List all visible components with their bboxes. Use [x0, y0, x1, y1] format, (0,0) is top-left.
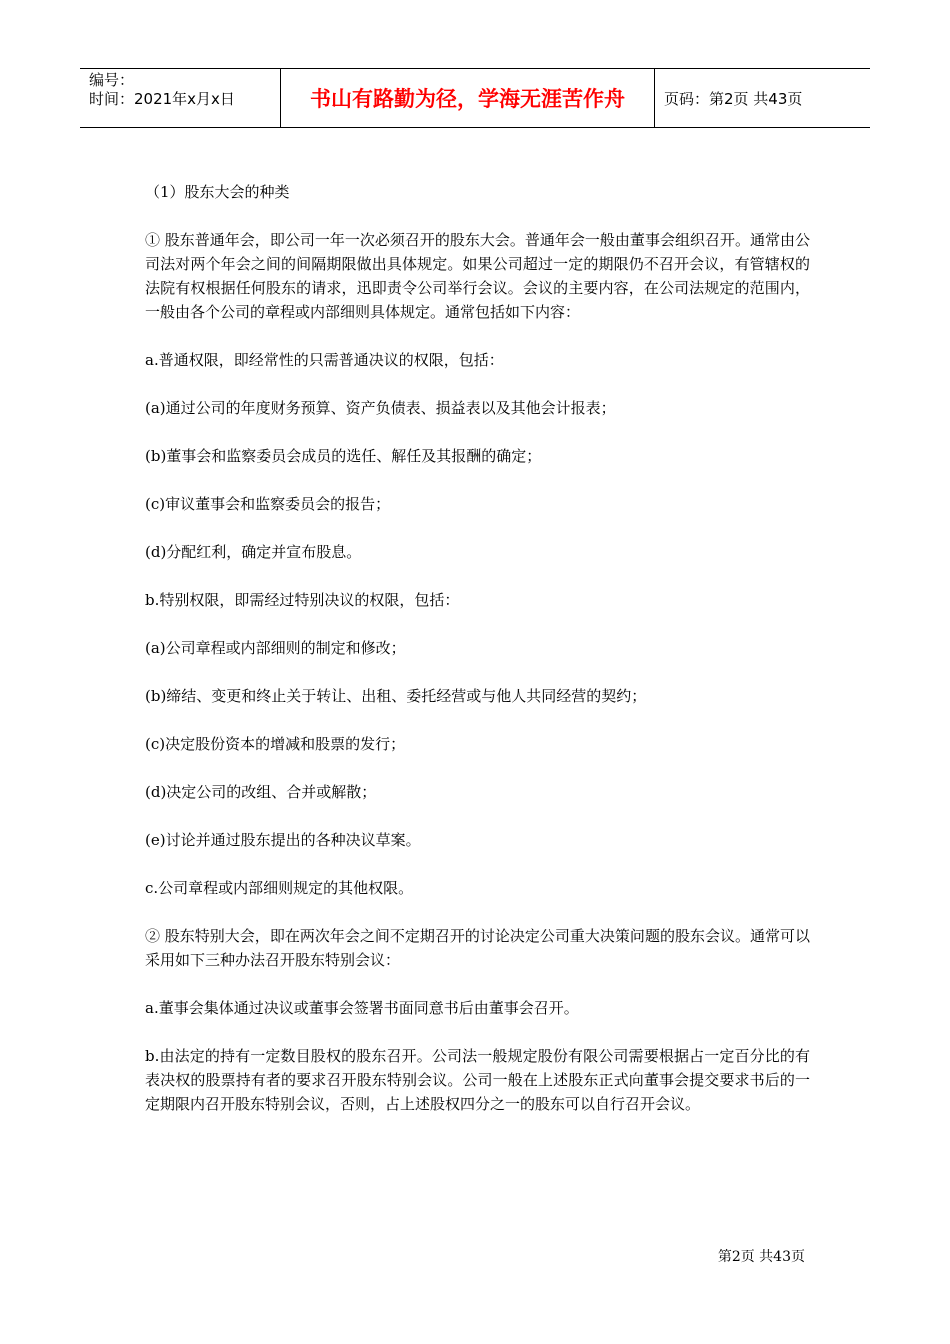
paragraph: (d)决定公司的改组、合并或解散； — [145, 783, 377, 801]
section-heading: （1）股东大会的种类 — [145, 183, 290, 201]
paragraph: b.特别权限，即需经过特别决议的权限，包括： — [145, 591, 460, 609]
header-meta — [80, 69, 281, 127]
paragraph: (e)讨论并通过股东提出的各种决议草案。 — [145, 831, 421, 849]
paragraph: (b)缔结、变更和终止关于转让、出租、委托经营或与他人共同经营的契约； — [145, 687, 647, 705]
header-page-label: 页码：第2页 共43页 — [664, 89, 803, 108]
paragraph: (a)通过公司的年度财务预算、资产负债表、损益表以及其他会计报表； — [145, 399, 616, 417]
document-number-label: 编号： — [89, 71, 135, 89]
page-footer — [718, 1246, 805, 1266]
header-motto: 书山有路勤为径，学海无涯苦作舟 — [310, 87, 625, 111]
paragraph: b.由法定的持有一定数目股权的股东召开。公司法一般规定股份有限公司需要根据占一定百分比的有表决权的股票持有者的要求召开股东特别会议。公司一般在上述股东正式向董事会提交要求书后的一定期限内召开股东特别会议，否则，占上述股权四分之一的股东可以自行召开会议。 — [145, 1047, 810, 1113]
paragraph: ① 股东普通年会，即公司一年一次必须召开的股东大会。普通年会一般由董事会组织召开。通常由公司法对两个年会之间的间隔期限做出具体规定。如果公司超过一定的期限仍不召开会议，有管辖权的法院有权根据任何股东的请求，迅即责令公司举行会议。会议的主要内容，在公司法规定的范围内，一般由各个公司的章程或内部细则具体规定。通常包括如下内容： — [145, 231, 810, 321]
document-body — [145, 180, 810, 1140]
footer-page-number: 第2页 共43页 — [717, 1249, 805, 1265]
paragraph: (c)审议董事会和监察委员会的报告； — [145, 495, 391, 513]
header-page-cell — [655, 69, 870, 127]
paragraph: a.普通权限，即经常性的只需普通决议的权限，包括： — [145, 351, 504, 369]
document-header — [80, 68, 870, 128]
paragraph: ② 股东特别大会，即在两次年会之间不定期召开的讨论决定公司重大决策问题的股东会议。通常可以采用如下三种办法召开股东特别会议： — [145, 927, 810, 969]
header-motto-cell — [281, 69, 655, 127]
paragraph: (d)分配红利，确定并宣布股息。 — [145, 543, 362, 561]
paragraph: a.董事会集体通过决议或董事会签署书面同意书后由董事会召开。 — [145, 999, 579, 1017]
paragraph: (b)董事会和监察委员会成员的选任、解任及其报酬的确定； — [145, 447, 542, 465]
paragraph: (a)公司章程或内部细则的制定和修改； — [145, 639, 406, 657]
paragraph: (c)决定股份资本的增减和股票的发行； — [145, 735, 406, 753]
document-time-label: 时间：2021年x月x日 — [89, 90, 235, 108]
paragraph: c.公司章程或内部细则规定的其他权限。 — [145, 879, 414, 897]
